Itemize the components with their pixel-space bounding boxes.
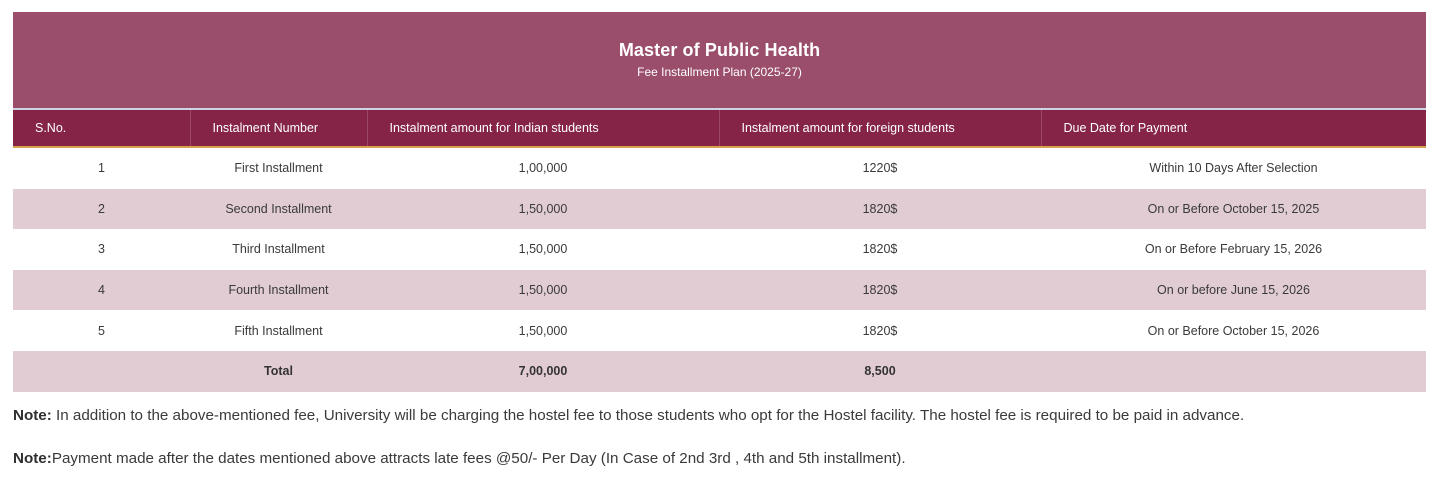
table-row (13, 147, 1426, 189)
cell-due-date: On or Before October 15, 2025 (1041, 189, 1426, 230)
table-row (13, 229, 1426, 270)
total-indian-amount: 7,00,000 (367, 351, 719, 392)
page-title: Master of Public Health (618, 40, 821, 60)
cell-foreign-amount: 1220$ (719, 147, 1041, 189)
late-fee-note (13, 449, 906, 469)
cell-sno: 1 (13, 147, 190, 189)
cell-installment: Second Installment (190, 189, 367, 230)
cell-installment: Third Installment (190, 229, 367, 270)
cell-sno: 5 (13, 310, 190, 351)
cell-indian-amount: 1,50,000 (367, 189, 719, 230)
cell-due-date: Within 10 Days After Selection (1041, 147, 1426, 189)
cell-due-date: On or Before October 15, 2026 (1041, 310, 1426, 351)
cell-empty (1041, 351, 1426, 392)
cell-indian-amount: 1,50,000 (367, 270, 719, 311)
note-label: Note: (13, 407, 52, 424)
cell-foreign-amount: 1820$ (719, 270, 1041, 311)
cell-installment: Fifth Installment (190, 310, 367, 351)
column-header-sno: S.No. (13, 110, 190, 147)
table-header-row (13, 110, 1426, 147)
column-header-installment-number: Instalment Number (190, 110, 367, 147)
cell-foreign-amount: 1820$ (719, 189, 1041, 230)
cell-sno: 3 (13, 229, 190, 270)
cell-sno: 2 (13, 189, 190, 230)
cell-foreign-amount: 1820$ (719, 310, 1041, 351)
note-text: Payment made after the dates mentioned above attracts late fees @50/- Per Day (In Case of 2nd 3rd , 4th and 5th installment). (51, 450, 906, 467)
note-text: In addition to the above-mentioned fee, University will be charging the hostel fee to those students who opt for the Hostel facility. The hostel fee is required to be paid in advance. (51, 407, 1245, 424)
note-label: Note: (13, 450, 52, 467)
table-total-row (13, 351, 1426, 392)
column-header-indian-amount: Instalment amount for Indian students (367, 110, 719, 147)
cell-indian-amount: 1,00,000 (367, 147, 719, 189)
table-row (13, 310, 1426, 351)
cell-due-date: On or Before February 15, 2026 (1041, 229, 1426, 270)
fee-installment-table (13, 110, 1426, 392)
cell-indian-amount: 1,50,000 (367, 310, 719, 351)
page-subtitle: Fee Installment Plan (2025-27) (637, 65, 802, 79)
total-foreign-amount: 8,500 (719, 351, 1041, 392)
cell-sno: 4 (13, 270, 190, 311)
table-row (13, 189, 1426, 230)
cell-due-date: On or before June 15, 2026 (1041, 270, 1426, 311)
cell-indian-amount: 1,50,000 (367, 229, 719, 270)
cell-empty (13, 351, 190, 392)
title-band (13, 12, 1426, 108)
hostel-fee-note (13, 406, 1244, 426)
fee-plan-card (13, 12, 1426, 392)
cell-installment: First Installment (190, 147, 367, 189)
cell-installment: Fourth Installment (190, 270, 367, 311)
column-header-foreign-amount: Instalment amount for foreign students (719, 110, 1041, 147)
column-header-due-date: Due Date for Payment (1041, 110, 1426, 147)
cell-foreign-amount: 1820$ (719, 229, 1041, 270)
table-row (13, 270, 1426, 311)
total-label: Total (190, 351, 367, 392)
